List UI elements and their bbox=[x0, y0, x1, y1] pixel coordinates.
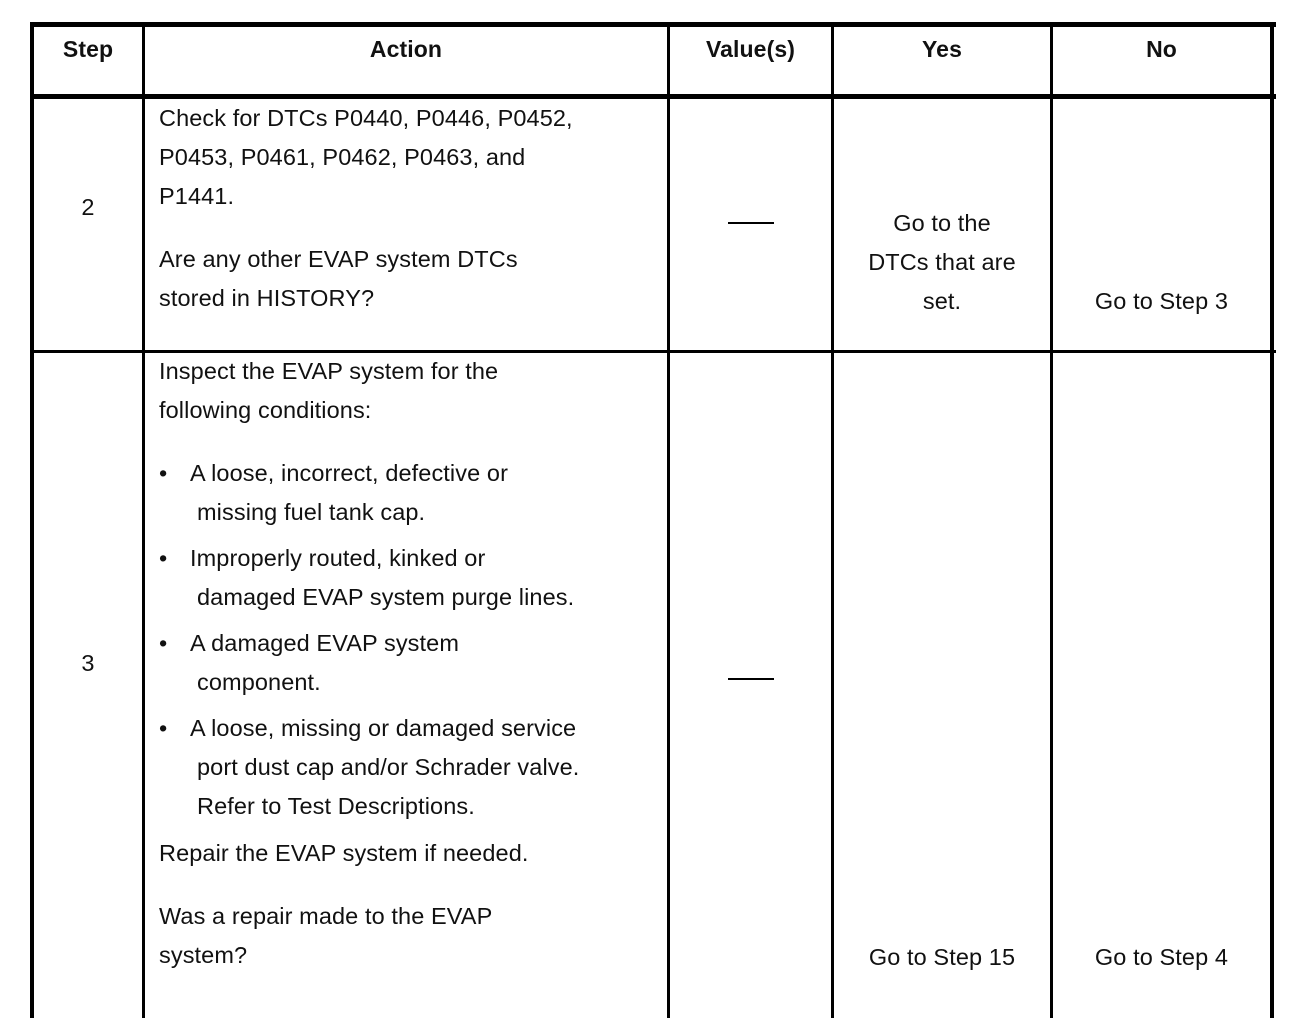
bullet-icon: • bbox=[159, 460, 168, 486]
header-step: Step bbox=[62, 36, 114, 62]
bullet-icon: • bbox=[159, 715, 168, 741]
yes-result bbox=[834, 204, 1050, 321]
intro-line: following conditions: bbox=[159, 397, 372, 423]
bullet-line: damaged EVAP system purge lines. bbox=[197, 584, 575, 610]
action-line: Check for DTCs P0440, P0446, P0452, bbox=[159, 105, 573, 131]
header-yes: Yes bbox=[922, 36, 962, 62]
list-item bbox=[159, 454, 664, 532]
bullet-line: A loose, incorrect, defective or bbox=[190, 460, 508, 486]
column-divider-step bbox=[142, 22, 145, 1018]
question-line: stored in HISTORY? bbox=[159, 285, 375, 311]
yes-result: Go to Step 15 bbox=[868, 944, 1016, 970]
step-number: 3 bbox=[81, 650, 95, 676]
question-line: system? bbox=[159, 942, 248, 968]
header-no: No bbox=[1146, 36, 1177, 62]
action-line: P1441. bbox=[159, 183, 235, 209]
question-line: Are any other EVAP system DTCs bbox=[159, 246, 518, 272]
no-result: Go to Step 4 bbox=[1094, 944, 1229, 970]
action-text bbox=[159, 99, 664, 318]
step-number: 2 bbox=[81, 194, 95, 220]
bullet-line: missing fuel tank cap. bbox=[197, 499, 426, 525]
yes-line: DTCs that are bbox=[868, 249, 1016, 275]
header-action: Action bbox=[369, 36, 443, 62]
column-divider-values bbox=[831, 22, 834, 1018]
value-dash bbox=[728, 678, 774, 680]
yes-line: set. bbox=[922, 288, 962, 314]
bullet-line: A damaged EVAP system bbox=[190, 630, 460, 656]
column-divider-action bbox=[667, 22, 670, 1018]
action-line: P0453, P0461, P0462, P0463, and bbox=[159, 144, 526, 170]
diagnostic-table bbox=[30, 22, 1276, 1018]
question-line: Was a repair made to the EVAP bbox=[159, 903, 493, 929]
list-item bbox=[159, 624, 664, 702]
bullet-line: Improperly routed, kinked or bbox=[190, 545, 486, 571]
intro-line: Inspect the EVAP system for the bbox=[159, 358, 499, 384]
bullet-icon: • bbox=[159, 630, 168, 656]
table-left-border bbox=[30, 22, 34, 1018]
list-item bbox=[159, 539, 664, 617]
header-values: Value(s) bbox=[705, 36, 795, 62]
bullet-line: Refer to Test Descriptions. bbox=[197, 793, 475, 819]
action-text bbox=[159, 352, 664, 975]
table-right-border bbox=[1270, 22, 1274, 1018]
no-result: Go to Step 3 bbox=[1094, 288, 1229, 314]
repair-line: Repair the EVAP system if needed. bbox=[159, 840, 529, 866]
column-divider-yes bbox=[1050, 22, 1053, 1018]
value-dash bbox=[728, 222, 774, 224]
bullet-icon: • bbox=[159, 545, 168, 571]
list-item bbox=[159, 709, 664, 826]
yes-line: Go to the bbox=[893, 210, 991, 236]
bullet-line: A loose, missing or damaged service bbox=[190, 715, 577, 741]
table-top-border bbox=[30, 22, 1276, 27]
bullet-line: component. bbox=[197, 669, 321, 695]
bullet-line: port dust cap and/or Schrader valve. bbox=[197, 754, 580, 780]
